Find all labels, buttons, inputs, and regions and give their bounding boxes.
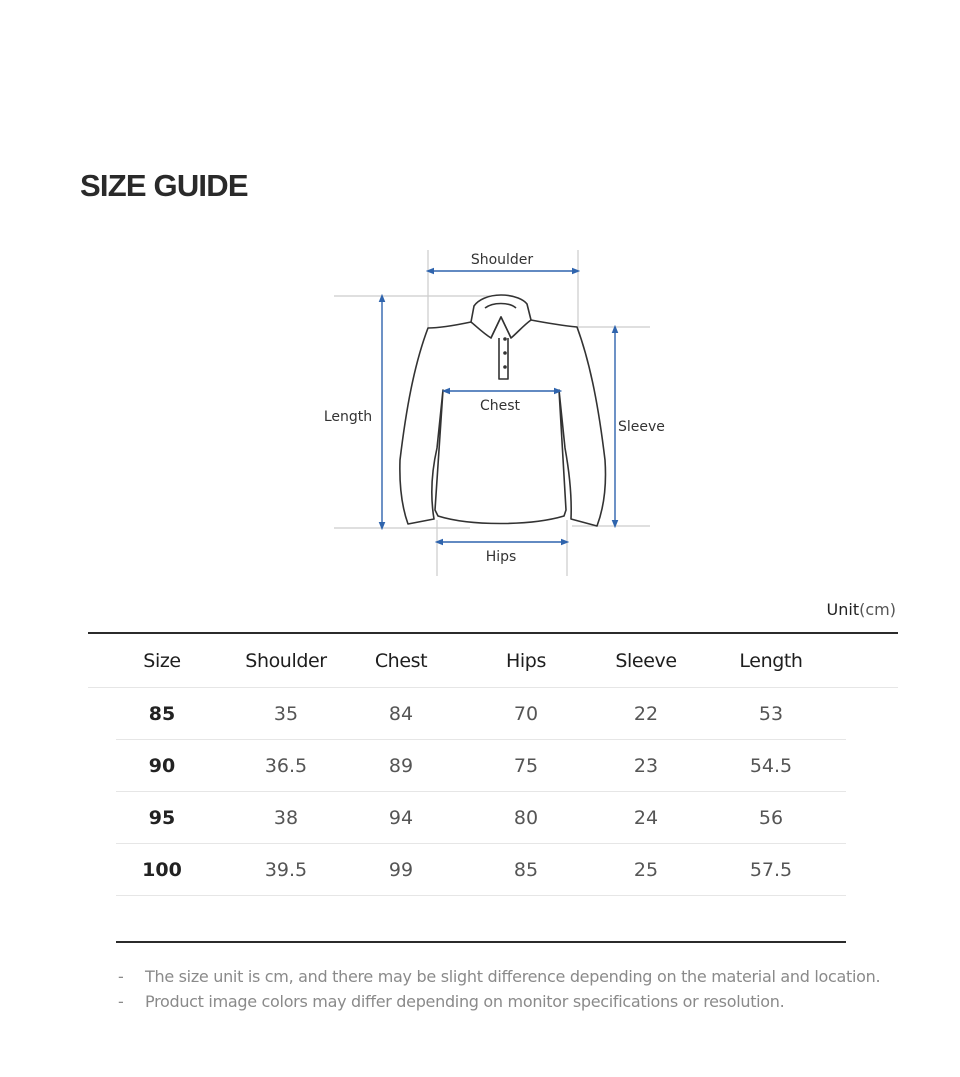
chest-cell: 99 — [336, 844, 466, 896]
hips-cell: 70 — [466, 688, 586, 740]
note-bullet: - — [118, 992, 124, 1011]
table-bottom-divider — [116, 941, 846, 943]
page-title: SIZE GUIDE — [80, 168, 248, 203]
unit-label: Unit — [826, 600, 860, 619]
size-cell: 90 — [88, 740, 236, 792]
header-sleeve: Sleeve — [586, 633, 706, 688]
sleeve-cell: 25 — [586, 844, 706, 896]
table-row — [88, 844, 898, 896]
table-rule-mask-right — [846, 736, 900, 896]
header-chest: Chest — [336, 633, 466, 688]
sleeve-cell: 23 — [586, 740, 706, 792]
shoulder-cell: 38 — [236, 792, 336, 844]
hips-label: Hips — [485, 549, 517, 565]
note-item — [118, 989, 880, 1014]
note-text: Product image colors may differ depending on monitor specifications or resolution. — [145, 992, 785, 1011]
hips-cell: 75 — [466, 740, 586, 792]
unit-value: (cm) — [859, 600, 896, 619]
shoulder-cell: 36.5 — [236, 740, 336, 792]
table-row — [88, 740, 898, 792]
shoulder-cell: 35 — [236, 688, 336, 740]
sleeve-cell: 22 — [586, 688, 706, 740]
sleeve-label: Sleeve — [618, 419, 665, 435]
size-cell: 85 — [88, 688, 236, 740]
length-cell: 57.5 — [706, 844, 836, 896]
unit-indicator — [827, 600, 896, 619]
garment-measurement-diagram — [310, 240, 680, 585]
table-row — [88, 688, 898, 740]
length-cell: 56 — [706, 792, 836, 844]
note-bullet: - — [118, 967, 124, 986]
note-text: The size unit is cm, and there may be slight difference depending on the material and location. — [145, 967, 881, 986]
sleeve-cell: 24 — [586, 792, 706, 844]
chest-cell: 84 — [336, 688, 466, 740]
chest-label: Chest — [479, 398, 521, 414]
polo-shirt-diagram — [310, 240, 680, 585]
header-spacer — [836, 633, 898, 688]
shoulder-label: Shoulder — [470, 252, 534, 268]
table-rule-mask-left — [88, 736, 116, 896]
table-row — [88, 792, 898, 844]
size-cell: 95 — [88, 792, 236, 844]
spacer-cell — [836, 688, 898, 740]
shoulder-cell: 39.5 — [236, 844, 336, 896]
chest-cell: 89 — [336, 740, 466, 792]
size-table — [88, 632, 898, 896]
hips-cell: 80 — [466, 792, 586, 844]
chest-cell: 94 — [336, 792, 466, 844]
length-cell: 53 — [706, 688, 836, 740]
size-notes — [118, 964, 880, 1014]
length-label: Length — [323, 409, 373, 425]
note-item — [118, 964, 880, 989]
header-hips: Hips — [466, 633, 586, 688]
header-size: Size — [88, 633, 236, 688]
header-shoulder: Shoulder — [236, 633, 336, 688]
size-cell: 100 — [88, 844, 236, 896]
length-cell: 54.5 — [706, 740, 836, 792]
hips-cell: 85 — [466, 844, 586, 896]
header-length: Length — [706, 633, 836, 688]
table-header-row — [88, 633, 898, 688]
